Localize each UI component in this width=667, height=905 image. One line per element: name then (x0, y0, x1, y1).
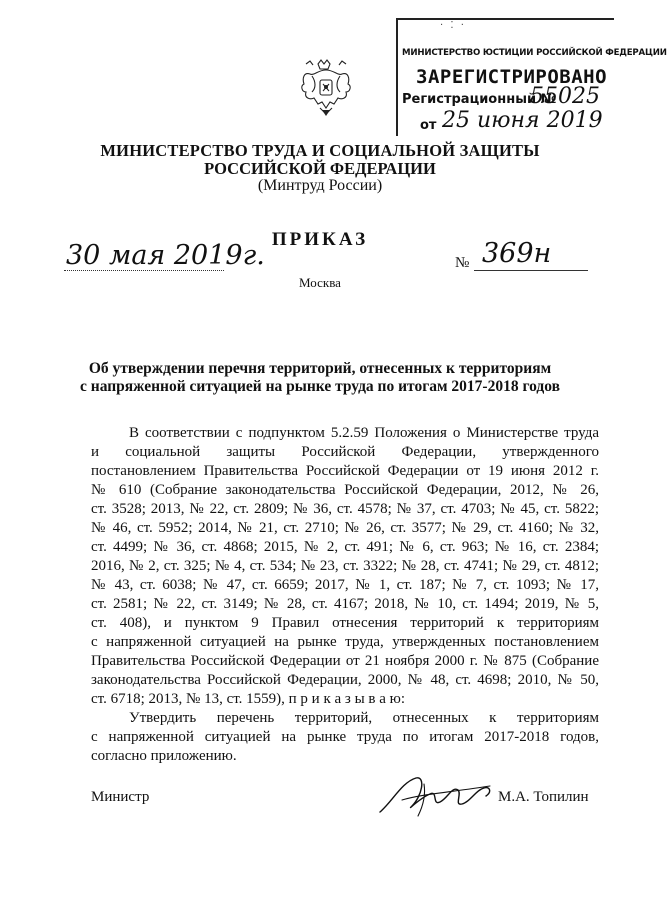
body-line: и социальной защиты Российской Федерации, утвержденного (91, 444, 599, 460)
body-line: ст. 2581; № 22, ст. 3149; № 28, ст. 4167; 2018, № 10, ст. 1494; 2019, № 5, (91, 596, 599, 612)
ministry-name-line1: МИНИСТЕРСТВО ТРУДА И СОЦИАЛЬНОЙ ЗАЩИТЫ (100, 141, 540, 160)
body-line: № 46, ст. 5952; 2014, № 21, ст. 2710; № 26, ст. 3577; № 29, ст. 4160; № 32, (91, 520, 599, 536)
body-line: ст. 6718; 2013, № 13, ст. 1559), п р и к а з ы в а ю: (91, 691, 406, 707)
stamp-registration-date: 25 июня 2019 (442, 108, 603, 133)
body-line: № 43, ст. 6038; № 47, ст. 6659; 2017, № 1, ст. 187; № 7, ст. 1093; № 17, (91, 577, 599, 593)
date-underline (64, 270, 224, 271)
stamp-reg-label: Регистрационный № (402, 92, 557, 107)
body-line: ст. 408), и пунктом 9 Правил отнесения территорий к территориям (91, 615, 599, 631)
stamp-reg-number: 55025 (530, 84, 600, 109)
order-number: 369н (482, 238, 552, 269)
handwritten-signature-icon (372, 772, 502, 822)
number-underline (474, 270, 588, 271)
body-line: Утвердить перечень территорий, отнесенных к территориям (129, 710, 599, 726)
body-line: В соответствии с подпунктом 5.2.59 Положения о Министерстве труда (129, 425, 599, 441)
city-name: Москва (299, 275, 341, 290)
body-line: с напряженной ситуацией на рынке труда по итогам 2017-2018 годов, (91, 729, 599, 745)
subject-line2: с напряженной ситуацией на рынке труда по итогам 2017-2018 годов (80, 378, 560, 395)
body-line: согласно приложению. (91, 748, 237, 764)
stamp-from-label: от (420, 118, 437, 133)
body-line: с напряженной ситуацией на рынке труда, утвержденных постановлением (91, 634, 599, 650)
body-line: ст. 4499; № 36, ст. 4868; 2015, № 2, ст. 491; № 6, ст. 963; № 16, ст. 2384; (91, 539, 599, 555)
stamp-ministry-text: МИНИСТЕРСТВО ЮСТИЦИИ РОССИЙСКОЙ ФЕДЕРАЦИИ (402, 48, 667, 58)
stamp-seal-mark: · ⁚ · (440, 20, 466, 31)
signatory-name: М.А. Топилин (498, 789, 589, 805)
body-line: постановлением Правительства Российской Федерации от 19 июня 2012 г. (91, 463, 599, 479)
body-line: № 610 (Собрание законодательства Российской Федерации, 2012, № 26, (91, 482, 599, 498)
signatory-position: Министр (91, 789, 150, 805)
ministry-short-name: (Минтруд России) (257, 177, 383, 194)
body-line: Правительства Российской Федерации от 21 ноября 2000 г. № 875 (Собрание (91, 653, 599, 669)
body-line: ст. 3528; 2013, № 22, ст. 2809; № 36, ст. 4578; № 37, ст. 4703; № 45, ст. 5822; (91, 501, 599, 517)
stamp-registered-text: ЗАРЕГИСТРИРОВАНО (416, 66, 608, 88)
document-type-title: ПРИКАЗ (271, 229, 369, 250)
order-date: 30 мая 2019г. (66, 240, 265, 271)
body-line: 2016, № 2, ст. 325; № 4, ст. 534; № 23, ст. 3322; № 28, ст. 4741; № 29, ст. 4812; (91, 558, 599, 574)
ministry-name-line2: РОССИЙСКОЙ ФЕДЕРАЦИИ (204, 159, 436, 178)
subject-line1: Об утверждении перечня территорий, отнесенных к территориям (88, 360, 552, 377)
number-sign: № (455, 255, 470, 271)
body-line: законодательства Российской Федерации, 2000, № 48, ст. 4698; 2010, № 50, (91, 672, 599, 688)
coat-of-arms-icon (298, 58, 354, 120)
